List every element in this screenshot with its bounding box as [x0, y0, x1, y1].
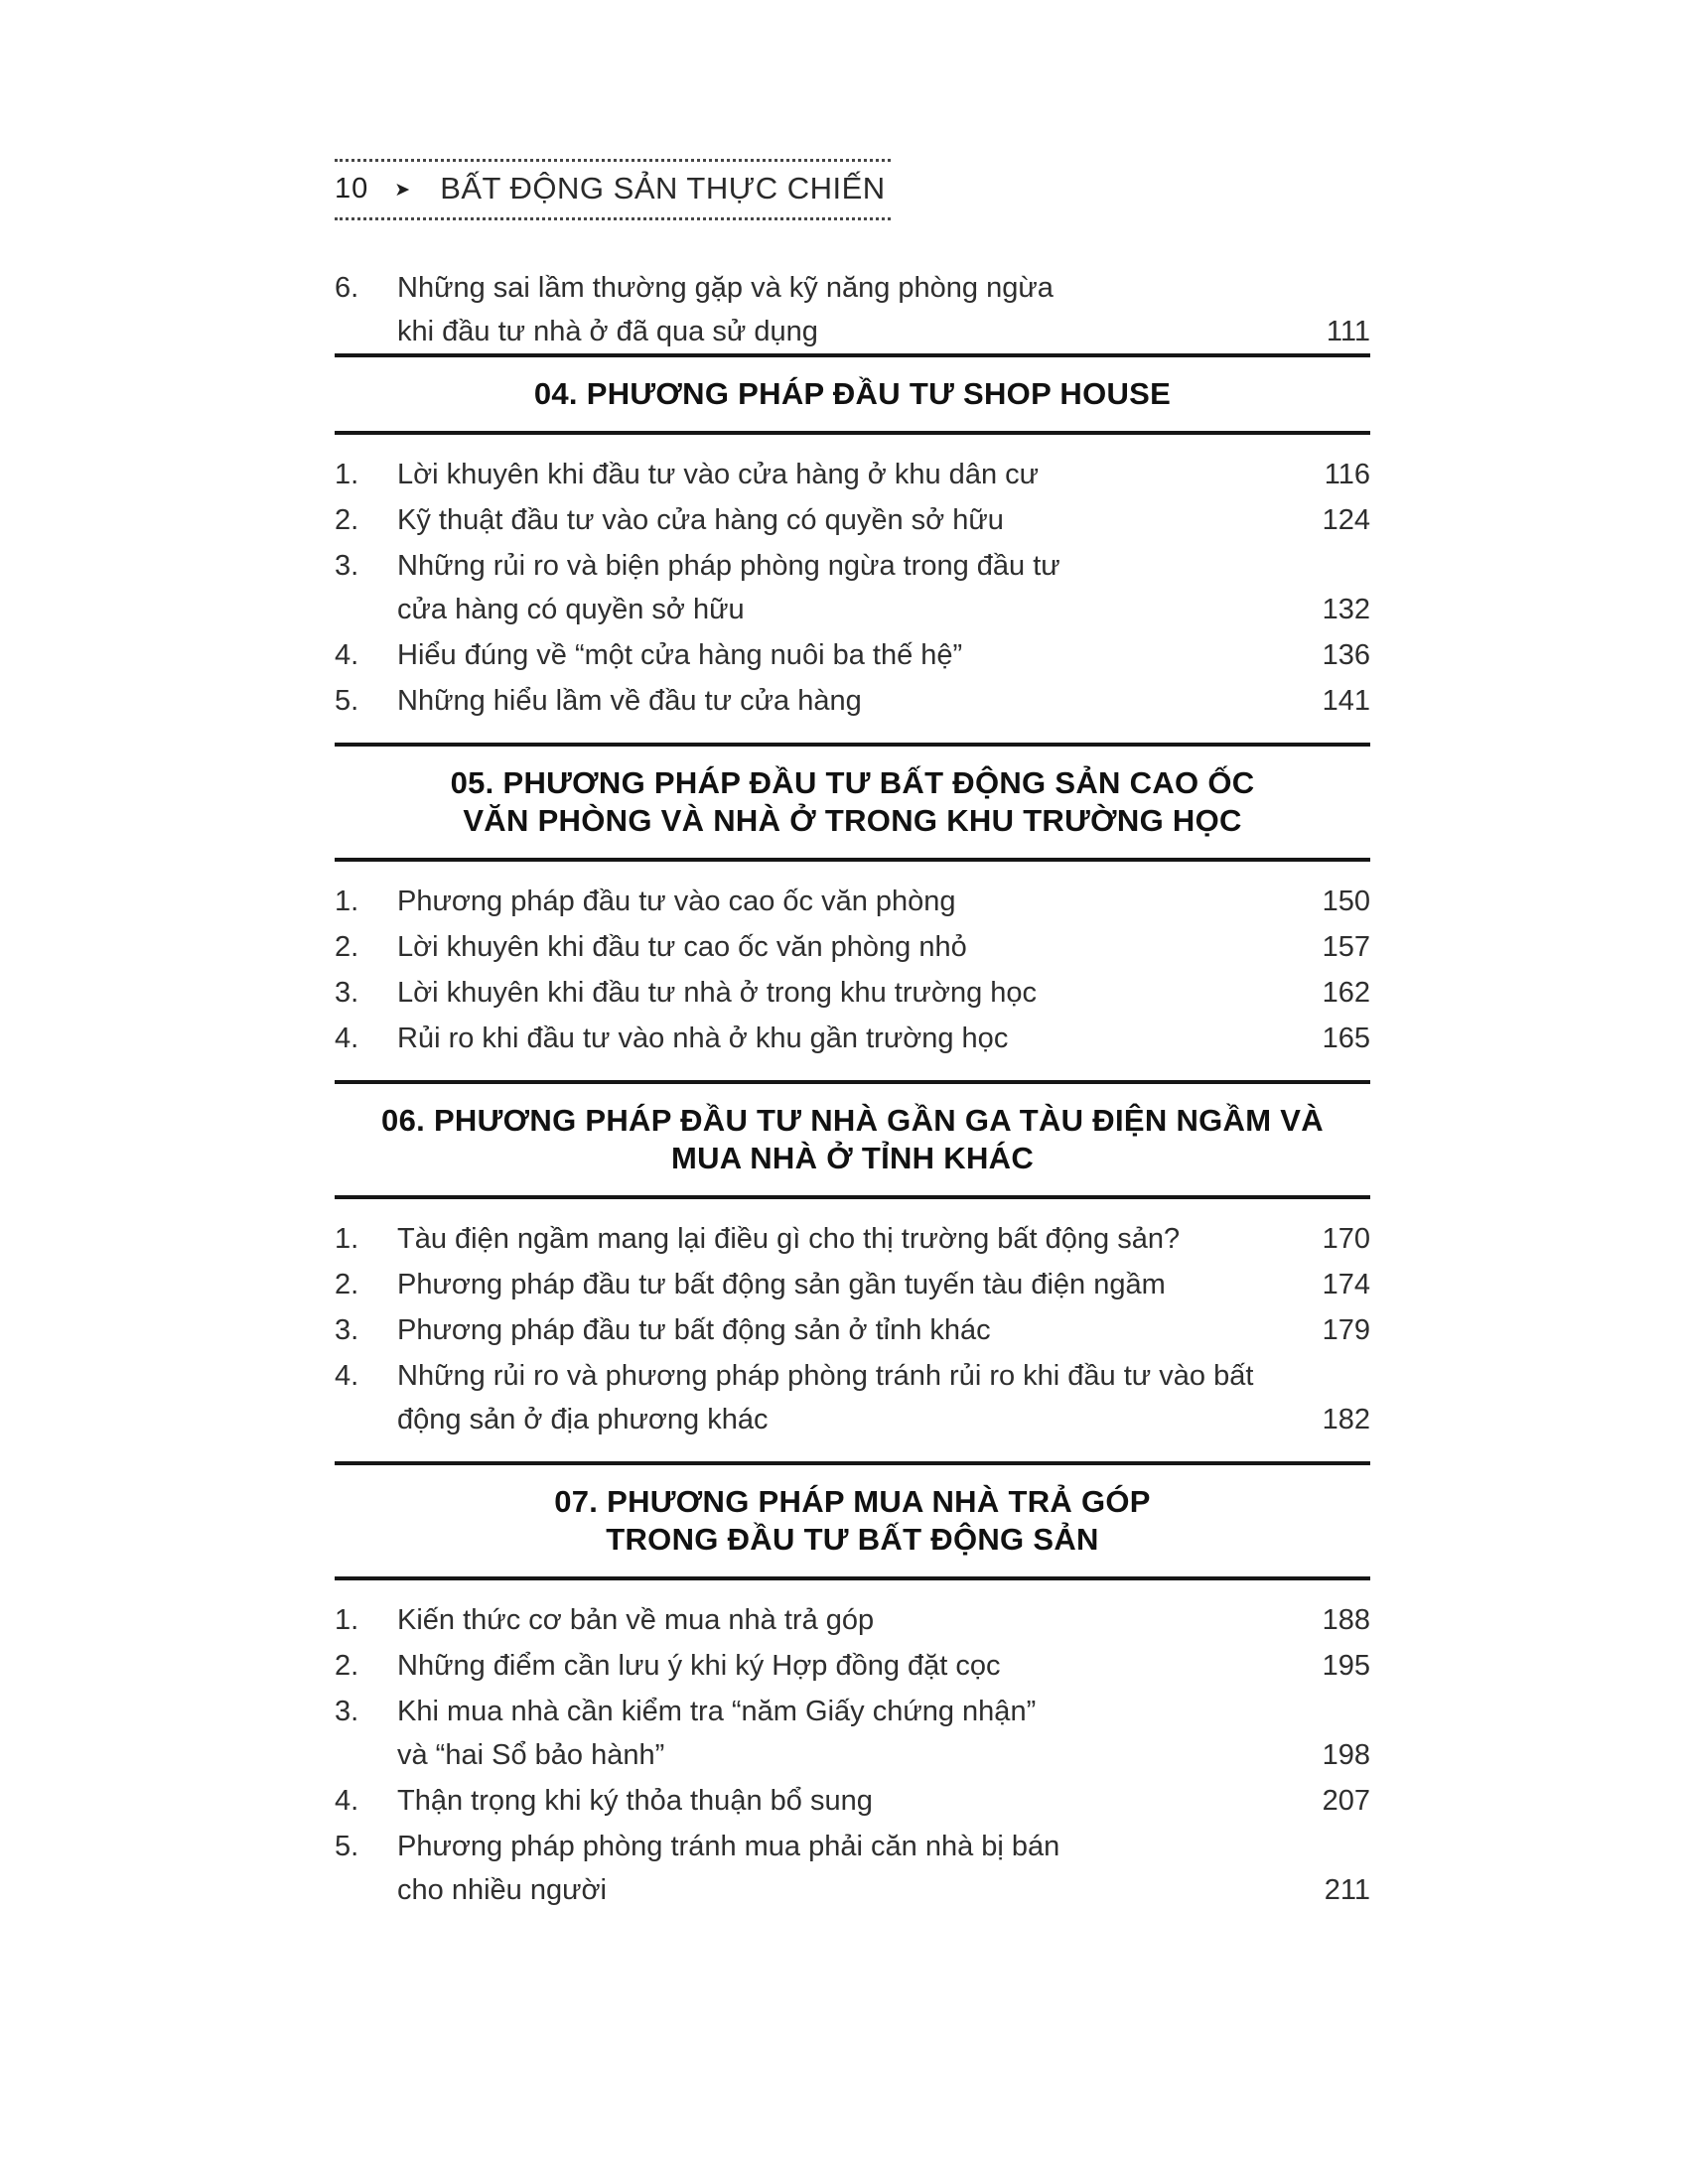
entry-title-line: Phương pháp phòng tránh mua phải căn nhà bị bán — [397, 1831, 1060, 1862]
entry-row — [335, 1598, 1370, 1642]
entry-title-line: Thận trọng khi ký thỏa thuận bổ sung — [397, 1785, 873, 1817]
book-title: BẤT ĐỘNG SẢN THỰC CHIẾN — [440, 171, 886, 205]
entry-title-line: Lời khuyên khi đầu tư vào cửa hàng ở khu dân cư — [397, 459, 1040, 490]
entry-page: 165 — [1322, 1023, 1370, 1054]
entry-row — [335, 1398, 1370, 1441]
toc-entry — [335, 971, 1370, 1015]
entry-page: 182 — [1322, 1404, 1370, 1435]
entry-page: 188 — [1322, 1604, 1370, 1636]
toc-entry — [335, 1598, 1370, 1642]
entry-number: 4. — [335, 639, 359, 671]
entry-number: 5. — [335, 1831, 359, 1862]
entry-title-line: Kiến thức cơ bản về mua nhà trả góp — [397, 1604, 875, 1636]
entry-page: 179 — [1322, 1314, 1370, 1346]
entry-title-line: Phương pháp đầu tư vào cao ốc văn phòng — [397, 886, 956, 917]
entry-title-line: Những điểm cần lưu ý khi ký Hợp đồng đặt cọc — [397, 1650, 1001, 1682]
toc-section-04 — [335, 353, 1370, 743]
toc-leading-items — [335, 266, 1370, 353]
section-title: VĂN PHÒNG VÀ NHÀ Ở TRONG KHU TRƯỜNG HỌC — [463, 803, 1242, 838]
entry-number: 3. — [335, 977, 359, 1009]
entry-number: 4. — [335, 1360, 359, 1392]
toc-entry — [335, 1017, 1370, 1060]
entry-page: 157 — [1322, 931, 1370, 963]
toc-entry — [335, 880, 1370, 923]
toc-section-05 — [335, 743, 1370, 1080]
toc-entry — [335, 633, 1370, 677]
entry-number: 3. — [335, 1696, 359, 1727]
entry-page: 170 — [1322, 1223, 1370, 1255]
section-items — [335, 435, 1370, 743]
toc-section-06 — [335, 1080, 1370, 1461]
entry-row — [335, 679, 1370, 723]
entry-page: 211 — [1324, 1874, 1370, 1906]
entry-row — [335, 310, 1370, 353]
toc-entry — [335, 498, 1370, 542]
entry-page: 174 — [1322, 1269, 1370, 1300]
toc-entry — [335, 266, 1370, 353]
section-title: MUA NHÀ Ở TỈNH KHÁC — [670, 1141, 1035, 1175]
arrow-icon: ➤ — [394, 179, 411, 201]
entry-row — [335, 1868, 1370, 1912]
entry-title-line: Phương pháp đầu tư bất động sản gần tuyến tàu điện ngầm — [397, 1269, 1166, 1300]
section-title: 05. PHƯƠNG PHÁP ĐẦU TƯ BẤT ĐỘNG SẢN CAO ỐC — [450, 765, 1255, 800]
toc-entry — [335, 1644, 1370, 1688]
entry-page: 207 — [1322, 1785, 1370, 1817]
running-header — [335, 159, 891, 220]
toc-entry — [335, 1825, 1370, 1912]
entry-number: 2. — [335, 504, 359, 536]
section-header — [335, 743, 1370, 862]
section-header — [335, 1461, 1370, 1580]
toc-entry — [335, 453, 1370, 496]
toc-entry — [335, 544, 1370, 631]
entry-number: 3. — [335, 550, 359, 582]
entry-title-line: Phương pháp đầu tư bất động sản ở tỉnh khác — [397, 1314, 991, 1346]
entry-number: 2. — [335, 1269, 359, 1300]
entry-row — [335, 880, 1370, 923]
entry-title-line: khi đầu tư nhà ở đã qua sử dụng — [397, 316, 818, 347]
entry-number: 6. — [335, 272, 359, 304]
entry-row — [335, 1354, 1370, 1398]
toc-content — [335, 159, 1370, 1932]
entry-row — [335, 971, 1370, 1015]
entry-row — [335, 544, 1370, 588]
toc-entry — [335, 1308, 1370, 1352]
entry-number: 4. — [335, 1023, 359, 1054]
entry-title-line: Khi mua nhà cần kiểm tra “năm Giấy chứng nhận” — [397, 1696, 1037, 1727]
section-title: 07. PHƯƠNG PHÁP MUA NHÀ TRẢ GÓP — [554, 1484, 1151, 1519]
entry-title-line: Lời khuyên khi đầu tư cao ốc văn phòng nhỏ — [397, 931, 967, 963]
entry-title-line: Lời khuyên khi đầu tư nhà ở trong khu trường học — [397, 977, 1038, 1009]
entry-number: 3. — [335, 1314, 359, 1346]
entry-number: 1. — [335, 1223, 359, 1255]
entry-title-line: Hiểu đúng về “một cửa hàng nuôi ba thế hệ” — [397, 639, 963, 671]
entry-row — [335, 1825, 1370, 1868]
entry-row — [335, 1017, 1370, 1060]
entry-title-line: động sản ở địa phương khác — [397, 1404, 769, 1435]
section-title: 04. PHƯƠNG PHÁP ĐẦU TƯ SHOP HOUSE — [533, 376, 1172, 411]
entry-number: 1. — [335, 1604, 359, 1636]
entry-row — [335, 498, 1370, 542]
entry-row — [335, 925, 1370, 969]
toc-section-07 — [335, 1461, 1370, 1932]
entry-number: 5. — [335, 685, 359, 717]
entry-row — [335, 1217, 1370, 1261]
toc-entry — [335, 1779, 1370, 1823]
entry-page: 141 — [1322, 685, 1370, 717]
entry-row — [335, 633, 1370, 677]
entry-number: 2. — [335, 1650, 359, 1682]
section-items — [335, 1580, 1370, 1932]
entry-row — [335, 266, 1370, 310]
entry-page: 116 — [1324, 459, 1370, 490]
entry-title-line: Những hiểu lầm về đầu tư cửa hàng — [397, 685, 862, 717]
entry-page: 195 — [1322, 1650, 1370, 1682]
entry-title-line: Rủi ro khi đầu tư vào nhà ở khu gần trường học — [397, 1023, 1009, 1054]
entry-row — [335, 1263, 1370, 1306]
entry-page: 124 — [1322, 504, 1370, 536]
entry-row — [335, 588, 1370, 631]
section-title: TRONG ĐẦU TƯ BẤT ĐỘNG SẢN — [606, 1522, 1099, 1557]
entry-title-line: và “hai Sổ bảo hành” — [397, 1739, 665, 1771]
entry-row — [335, 1644, 1370, 1688]
section-items — [335, 1199, 1370, 1461]
entry-page: 198 — [1322, 1739, 1370, 1771]
entry-number: 1. — [335, 459, 359, 490]
toc-entry — [335, 679, 1370, 723]
entry-number: 2. — [335, 931, 359, 963]
entry-page: 111 — [1326, 316, 1370, 347]
section-items — [335, 862, 1370, 1080]
entry-title-line: Tàu điện ngầm mang lại điều gì cho thị trường bất động sản? — [397, 1223, 1181, 1255]
toc-entry — [335, 1690, 1370, 1777]
entry-page: 150 — [1322, 886, 1370, 917]
entry-row — [335, 1733, 1370, 1777]
toc-entry — [335, 1263, 1370, 1306]
folio-number: 10 — [335, 172, 369, 205]
entry-title-line: cửa hàng có quyền sở hữu — [397, 594, 745, 625]
entry-page: 136 — [1322, 639, 1370, 671]
entry-row — [335, 1690, 1370, 1733]
toc-entry — [335, 1217, 1370, 1261]
section-title: 06. PHƯƠNG PHÁP ĐẦU TƯ NHÀ GẦN GA TÀU ĐIỆN NGẦM VÀ — [381, 1103, 1324, 1138]
entry-row — [335, 453, 1370, 496]
toc-entry — [335, 925, 1370, 969]
entry-title-line: Những sai lầm thường gặp và kỹ năng phòng ngừa — [397, 272, 1054, 304]
entry-number: 1. — [335, 886, 359, 917]
section-header — [335, 353, 1370, 435]
section-header — [335, 1080, 1370, 1199]
toc-entry — [335, 1354, 1370, 1441]
entry-number: 4. — [335, 1785, 359, 1817]
entry-row — [335, 1308, 1370, 1352]
entry-title-line: Những rủi ro và biện pháp phòng ngừa trong đầu tư — [397, 550, 1060, 582]
entry-row — [335, 1779, 1370, 1823]
entry-title-line: Những rủi ro và phương pháp phòng tránh rủi ro khi đầu tư vào bất — [397, 1360, 1254, 1392]
entry-title-line: Kỹ thuật đầu tư vào cửa hàng có quyền sở hữu — [397, 504, 1004, 536]
entry-title-line: cho nhiều người — [397, 1874, 607, 1906]
entry-page: 132 — [1322, 594, 1370, 625]
entry-page: 162 — [1322, 977, 1370, 1009]
